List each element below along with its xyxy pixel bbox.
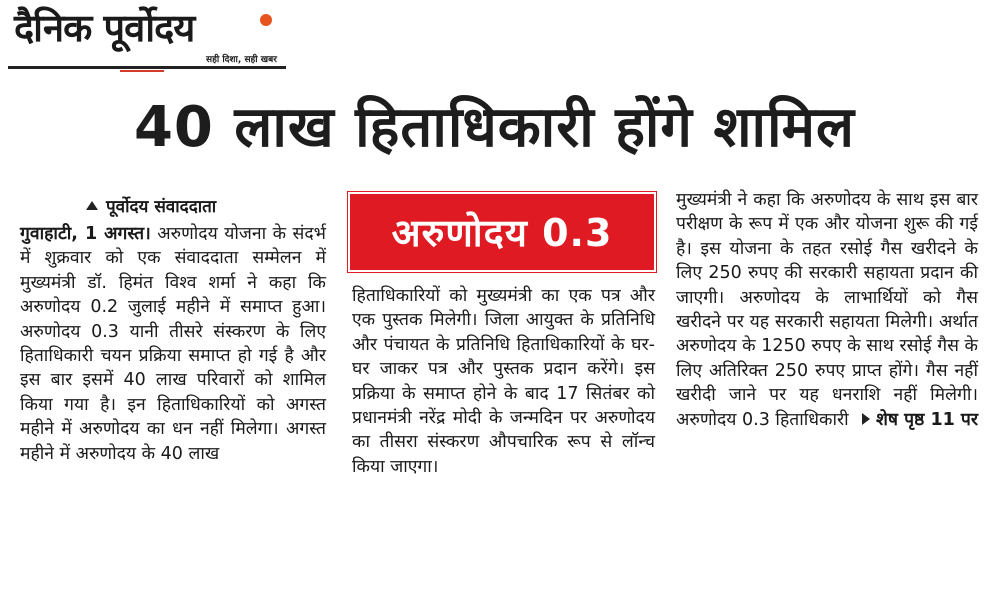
play-arrow-icon <box>862 413 870 425</box>
masthead-name: दैनिक पूर्वोदय <box>14 6 195 50</box>
triangle-icon <box>86 201 98 210</box>
byline <box>86 194 216 217</box>
section-label-box <box>348 192 656 272</box>
continued-text: शेष पृष्ठ 11 पर <box>876 409 978 430</box>
masthead-dot-icon <box>260 14 272 26</box>
masthead-tagline: सही दिशा, सही खबर <box>206 55 277 65</box>
article-column-2 <box>352 284 655 479</box>
masthead-accent-rule <box>120 70 164 72</box>
byline-text: पूर्वोदय संवाददाता <box>106 197 217 217</box>
section-label: अरुणोदय 0.3 <box>391 211 613 255</box>
dateline: गुवाहाटी, 1 अगस्त। <box>20 224 151 244</box>
column-1-text: अरुणोदय योजना के संदर्भ में शुक्रवार को एक संवाददाता सम्मेलन में मुख्यमंत्री डॉ. हिमंत विश्व शर्मा ने कहा कि अरुणोदय 0.2 जुलाई महीने में समाप्त हुआ। अरुणोदय 0.3 यानी तीसरे संस्करण के लिए हिताधिकारी चयन प्रक्रिया समाप्त हो गई है और इस बार इसमें 40 लाख परिवारों को शामिल किया गया है। इन हिताधिकारियों को अगस्त महीने में अरुणोदय का धन नहीं मिलेगा। अगस्त महीने में अरुणोदय के 40 लाख <box>20 224 326 464</box>
masthead <box>8 4 286 72</box>
masthead-rule <box>8 66 286 69</box>
continued-note <box>862 408 978 432</box>
column-3-text: मुख्यमंत्री ने कहा कि अरुणोदय के साथ इस बार परीक्षण के रूप में एक और योजना शुरू की गई है। इस योजना के तहत रसोई गैस खरीदने के लिए 250 रुपए की सरकारी सहायता प्रदान की जाएगी। अरुणोदय के लाभार्थियों को गैस खरीदने पर यह सरकारी सहायता मिलेगी। अर्थात अरुणोदय के 1250 रुपए के साथ रसोई गैस के लिए अतिरिक्त 250 रुपए प्राप्त होंगे। गैस नहीं खरीदी जाने पर यह धनराशि नहीं मिलेगी। अरुणोदय 0.3 हिताधिकारी <box>676 190 978 430</box>
column-2-text: हिताधिकारियों को मुख्यमंत्री का एक पत्र और एक पुस्तक मिलेगी। जिला आयुक्त के प्रतिनिधि और पंचायत के प्रतिनिधि हिताधिकारियों के घर-घर जाकर पत्र और पुस्तक प्रदान करेंगे। इस प्रक्रिया के समाप्त होने के बाद 17 सितंबर को प्रधानमंत्री नरेंद्र मोदी के जन्मदिन पर अरुणोदय का तीसरा संस्करण औपचारिक रूप से लॉन्च किया जाएगा। <box>352 286 655 477</box>
headline: 40 लाख हिताधिकारी होंगे शामिल <box>133 95 856 160</box>
article-column-1 <box>20 222 326 466</box>
article-column-3 <box>676 188 978 432</box>
